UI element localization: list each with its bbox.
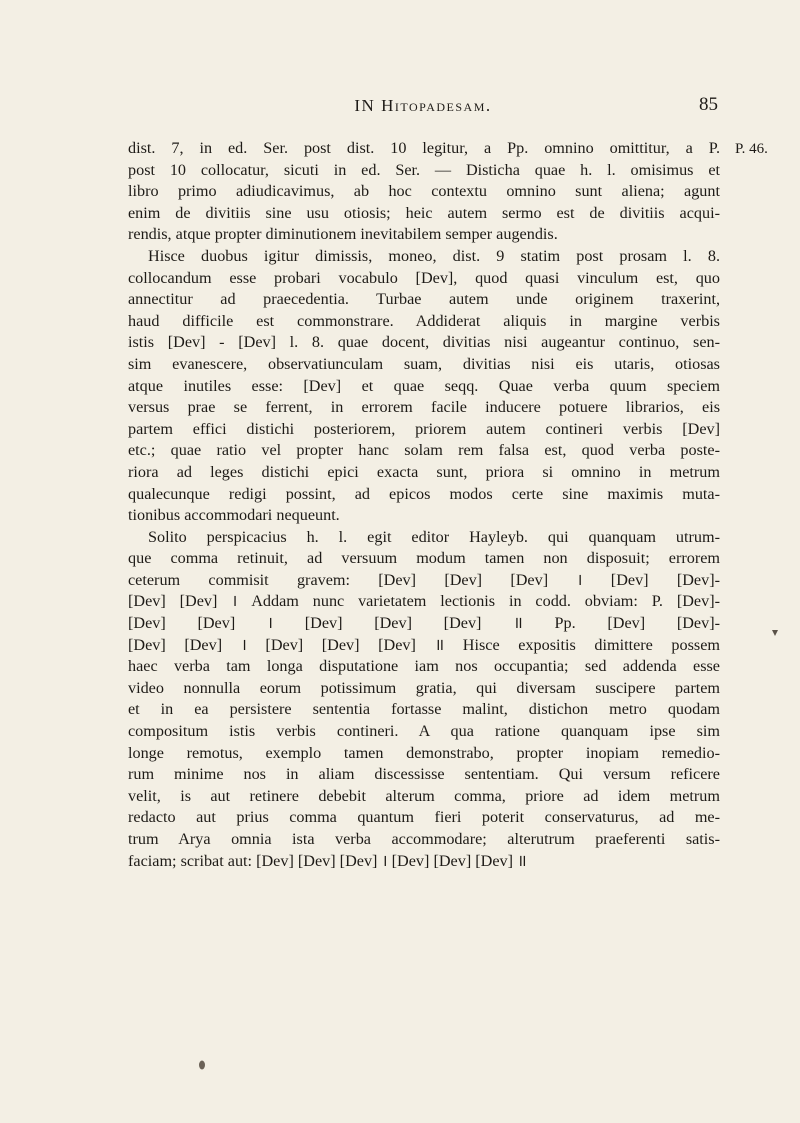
text-line: tionibus accommodari nequeunt. — [128, 506, 340, 525]
text-line: faciam; scribat aut: [Dev] [Dev] [Dev] । [Dev] [Dev] [Dev] ॥ — [128, 851, 527, 870]
running-head — [128, 96, 718, 122]
text-line: enim de divitiis sine usu otiosis; heic autem sermo est de divitiis acqui- — [128, 203, 720, 222]
text-line: libro primo adiudicavimus, ab hoc contextu omnino sunt aliena; agunt — [128, 182, 720, 201]
text-line: rum minime nos in aliam discessisse sententiam. Qui versum reficere — [128, 765, 720, 784]
text-line: annectitur ad praecedentia. Turbae autem unde originem traxerint, — [128, 290, 720, 309]
commentary-body — [128, 138, 720, 872]
ink-spot-icon — [198, 1060, 206, 1070]
text-line: [Dev] [Dev] । [Dev] [Dev] [Dev] ॥ Pp. [Dev] [Dev]- — [128, 614, 720, 633]
text-line: rendis, atque propter diminutionem inevitabilem semper augendis. — [128, 225, 558, 244]
text-line: Hisce duobus igitur dimissis, moneo, dist. 9 statim post prosam l. 8. — [148, 246, 720, 265]
text-line: sim evanescere, observatiunculam suam, divitias nisi eis utaris, otiosas — [128, 354, 720, 373]
text-line: compositum istis verbis contineri. A qua ratione quanquam ipse sim — [128, 722, 720, 741]
margin-page-reference: P. 46. — [735, 141, 768, 157]
text-line: post 10 collocatur, sicuti in ed. Ser. — Disticha quae h. l. omisimus et — [128, 160, 720, 179]
running-title-prefix: IN — [354, 96, 376, 115]
text-line: velit, is aut retinere debebit alterum comma, priore ad idem metrum — [128, 786, 720, 805]
text-line: ceterum commisit gravem: [Dev] [Dev] [Dev] । [Dev] [Dev]- — [128, 570, 720, 589]
text-line: dist. 7, in ed. Ser. post dist. 10 legitur, a Pp. omnino omittitur, a P. — [128, 139, 720, 157]
text-line: haec verba tam longa disputatione iam nos occupantia; sed addenda esse — [128, 657, 720, 676]
text-line: video nonnulla eorum potissimum gratia, qui diversam suscipere partem — [128, 678, 720, 697]
text-line: riora ad leges distichi epici exacta sunt, priora si omnino in metrum — [128, 462, 720, 481]
text-line: [Dev] [Dev] । Addam nunc varietatem lectionis in codd. obviam: P. [Dev]- — [128, 592, 720, 611]
text-line: redacto aut prius comma quantum fieri poterit conservaturus, ad me- — [128, 808, 720, 827]
text-line: atque inutiles esse: [Dev] et quae seqq. Quae verba quum speciem — [128, 376, 720, 395]
text-line: longe remotus, exemplo tamen demonstrabo, propter inopiam remedio- — [128, 743, 720, 762]
text-line: versus prae se ferrent, in errorem facile inducere potuere librarios, eis — [128, 398, 720, 417]
text-line: [Dev] [Dev] । [Dev] [Dev] [Dev] ॥ Hisce expositis dimittere possem — [128, 635, 720, 654]
text-line: collocandum esse probari vocabulo [Dev], quod quasi vinculum est, quo — [128, 268, 720, 287]
text-line: et in ea persistere sententia fortasse malint, distichon metro quodam — [128, 700, 720, 719]
page-number: 85 — [699, 94, 718, 115]
running-title — [128, 96, 718, 116]
text-line: etc.; quae ratio vel propter hanc solam rem falsa est, quod verba poste- — [128, 441, 720, 460]
text-line: istis [Dev] - [Dev] l. 8. quae docent, divitias nisi augeantur continuo, sen- — [128, 333, 720, 352]
text-line: partem effici distichi posteriorem, priorem autem contineri verbis [Dev] — [128, 419, 720, 438]
margin-mark-icon — [772, 630, 778, 636]
text-line: haud difficile est commonstrare. Addiderat aliquis in margine verbis — [128, 311, 720, 330]
text-line: trum Arya omnia ista verba accommodare; alterutrum praeferenti satis- — [128, 830, 720, 848]
running-title-name: Hitopadesam. — [381, 96, 492, 115]
text-line: Solito perspicacius h. l. egit editor Hayleyb. qui quanquam utrum- — [148, 527, 720, 546]
text-line: qualecunque redigi possint, ad epicos modos certe sine maximis muta- — [128, 484, 720, 503]
text-line: que comma retinuit, ad versuum modum tamen non disposuit; errorem — [128, 549, 720, 568]
